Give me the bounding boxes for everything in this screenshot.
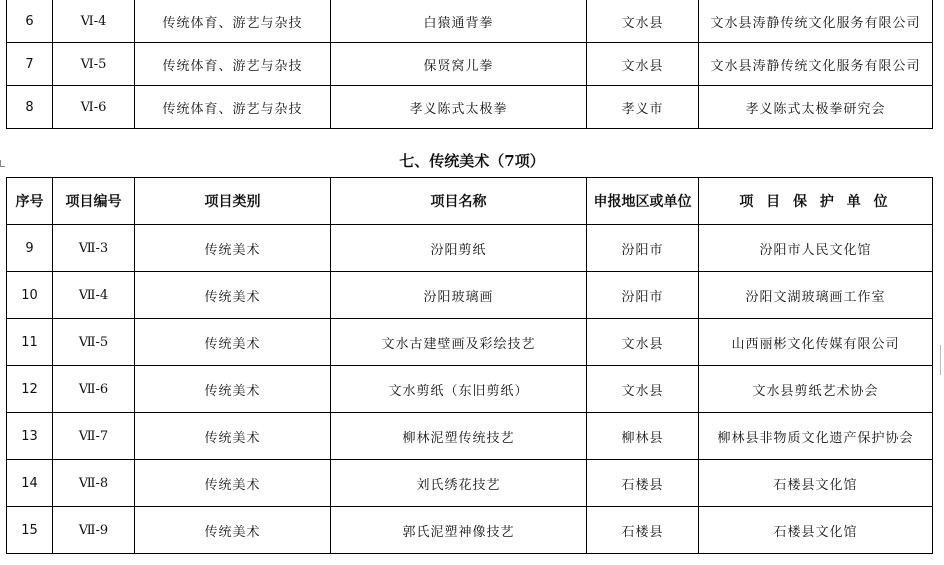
cell-region: 文水县 (587, 366, 699, 413)
cell-category: 传统体育、游艺与杂技 (135, 86, 331, 129)
cell-region: 石楼县 (587, 507, 699, 554)
cell-protection-unit: 山西丽彬文化传媒有限公司 (699, 319, 933, 366)
cell-name: 汾阳玻璃画 (331, 272, 587, 319)
cell-name: 刘氏绣花技艺 (331, 460, 587, 507)
cell-category: 传统体育、游艺与杂技 (135, 0, 331, 43)
header-row (7, 178, 933, 225)
cell-protection-unit: 石楼县文化馆 (699, 507, 933, 554)
cell-no: 9 (7, 225, 53, 272)
cell-region: 文水县 (587, 319, 699, 366)
header-code: 项目编号 (53, 178, 135, 225)
cell-code: Ⅶ-4 (53, 272, 135, 319)
cell-category: 传统美术 (135, 507, 331, 554)
cell-name: 白猿通背拳 (331, 0, 587, 43)
header-category: 项目类别 (135, 178, 331, 225)
cell-code: Ⅵ-5 (53, 43, 135, 86)
cell-category: 传统美术 (135, 460, 331, 507)
cell-region: 文水县 (587, 43, 699, 86)
cell-code: Ⅶ-8 (53, 460, 135, 507)
cell-name: 文水古建壁画及彩绘技艺 (331, 319, 587, 366)
cell-region: 汾阳市 (587, 272, 699, 319)
cell-no: 7 (7, 43, 53, 86)
table-row (7, 507, 933, 554)
cell-no: 10 (7, 272, 53, 319)
cell-region: 石楼县 (587, 460, 699, 507)
cell-category: 传统体育、游艺与杂技 (135, 43, 331, 86)
cell-name: 柳林泥塑传统技艺 (331, 413, 587, 460)
cell-code: Ⅶ-6 (53, 366, 135, 413)
cell-no: 15 (7, 507, 53, 554)
header-region: 申报地区或单位 (587, 178, 699, 225)
table-row (7, 43, 933, 86)
table-row (7, 413, 933, 460)
table-row (7, 272, 933, 319)
cell-protection-unit: 汾阳文湖玻璃画工作室 (699, 272, 933, 319)
cell-protection-unit: 文水县剪纸艺术协会 (699, 366, 933, 413)
cell-category: 传统美术 (135, 413, 331, 460)
cell-code: Ⅵ-6 (53, 86, 135, 129)
traditional-art-body (7, 225, 933, 554)
cell-region: 柳林县 (587, 413, 699, 460)
cell-no: 13 (7, 413, 53, 460)
cell-protection-unit: 汾阳市人民文化馆 (699, 225, 933, 272)
cell-no: 12 (7, 366, 53, 413)
table-row (7, 460, 933, 507)
table-row (7, 366, 933, 413)
cell-protection-unit: 文水县涛静传统文化服务有限公司 (699, 0, 933, 43)
cell-no: 8 (7, 86, 53, 129)
header-protection-unit: 项 目 保 护 单 位 (699, 178, 933, 225)
cell-protection-unit: 孝义陈式太极拳研究会 (699, 86, 933, 129)
cell-no: 14 (7, 460, 53, 507)
cell-category: 传统美术 (135, 225, 331, 272)
scrollbar-stub[interactable] (940, 345, 944, 375)
previous-section-body (7, 0, 933, 129)
cell-name: 保贤窝儿拳 (331, 43, 587, 86)
table-row (7, 225, 933, 272)
cell-category: 传统美术 (135, 366, 331, 413)
cell-name: 孝义陈式太极拳 (331, 86, 587, 129)
cell-protection-unit: 石楼县文化馆 (699, 460, 933, 507)
cell-region: 文水县 (587, 0, 699, 43)
cell-protection-unit: 文水县涛静传统文化服务有限公司 (699, 43, 933, 86)
cell-no: 6 (7, 0, 53, 43)
cell-code: Ⅵ-4 (53, 0, 135, 43)
cell-category: 传统美术 (135, 272, 331, 319)
cell-name: 郭氏泥塑神像技艺 (331, 507, 587, 554)
cell-name: 文水剪纸（东旧剪纸） (331, 366, 587, 413)
cell-code: Ⅶ-9 (53, 507, 135, 554)
cell-name: 汾阳剪纸 (331, 225, 587, 272)
cell-code: Ⅶ-7 (53, 413, 135, 460)
cell-code: Ⅶ-5 (53, 319, 135, 366)
cell-code: Ⅶ-3 (53, 225, 135, 272)
previous-section-table (6, 0, 933, 129)
header-no: 序号 (7, 178, 53, 225)
cell-region: 汾阳市 (587, 225, 699, 272)
cell-protection-unit: 柳林县非物质文化遗产保护协会 (699, 413, 933, 460)
traditional-art-table (6, 177, 933, 554)
cell-region: 孝义市 (587, 86, 699, 129)
header-name: 项目名称 (331, 178, 587, 225)
table-row (7, 86, 933, 129)
cell-category: 传统美术 (135, 319, 331, 366)
table-row (7, 0, 933, 43)
table-row (7, 319, 933, 366)
cell-no: 11 (7, 319, 53, 366)
section-title: 七、传统美术（7项） (399, 152, 545, 170)
